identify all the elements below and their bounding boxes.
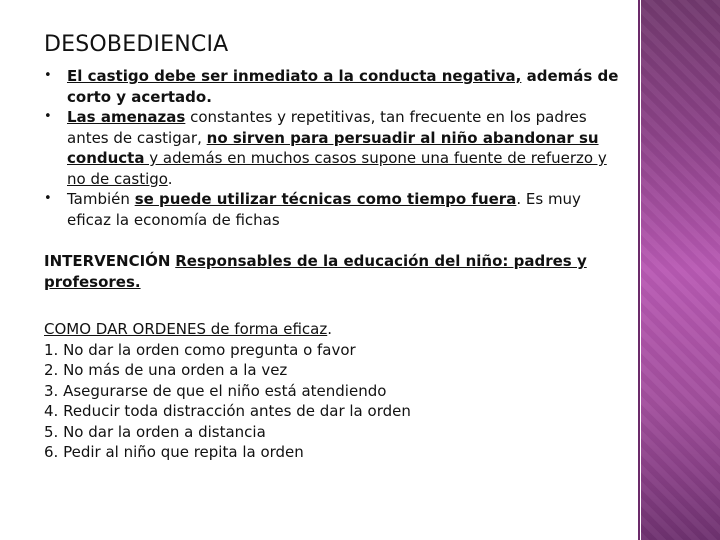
tiempo-fuera-emphasis: se puede utilizar técnicas como tiempo fuera [134,190,517,208]
list-item: 4. Reducir toda distracción antes de dar la orden [44,402,411,420]
bullet-item-amenazas [44,107,622,189]
bullet-item-tiempo-fuera [44,189,622,230]
slide-title: DESOBEDIENCIA [44,32,229,57]
amenazas-end: . [167,169,173,188]
bullet-list [44,66,622,230]
list-item: 5. No dar la orden a distancia [44,422,266,441]
bullet-dot-icon: • [44,68,52,83]
amenazas-text: constantes y repetitivas, tan frecuente en los padres antes de castigar, [67,108,587,147]
ordenes-heading: COMO DAR ORDENES de forma eficaz [44,320,328,338]
tiempo-fuera-tail: . Es muy eficaz la economía de fichas [67,190,581,229]
tiempo-fuera-lead: También [67,190,135,208]
ordenes-heading-line [44,319,622,340]
decorative-side-panel [641,0,720,540]
side-divider [638,0,640,540]
bullet-dot-icon: • [44,109,52,124]
ordenes-list [44,340,622,463]
list-item: 6. Pedir al niño que repita la orden [44,443,304,461]
slide-content [44,66,622,463]
ordenes-heading-end: . [327,320,333,338]
amenazas-emphasis: Las amenazas [67,108,186,126]
amenazas-tail: y además en muchos casos supone una fuente de refuerzo y no de castigo [67,149,607,188]
castigo-rest: además de corto y acertado. [67,67,619,106]
amenazas-key-point: no sirven para persuadir al niño abandonar su conducta [67,128,599,167]
list-item: 1. No dar la orden como pregunta o favor [44,340,356,359]
bullet-dot-icon: • [44,191,52,206]
intervencion-text: Responsables de la educación del niño: padres y profesores. [44,252,587,291]
castigo-emphasis: El castigo debe ser inmediato a la conducta negativa, [67,67,522,85]
bullet-item-castigo [44,66,622,107]
ordenes-section [44,319,622,463]
intervencion-label: INTERVENCIÓN [44,252,171,270]
list-item: 3. Asegurarse de que el niño está atendiendo [44,381,387,400]
list-item: 2. No más de una orden a la vez [44,361,288,379]
intervencion-paragraph [44,251,622,292]
